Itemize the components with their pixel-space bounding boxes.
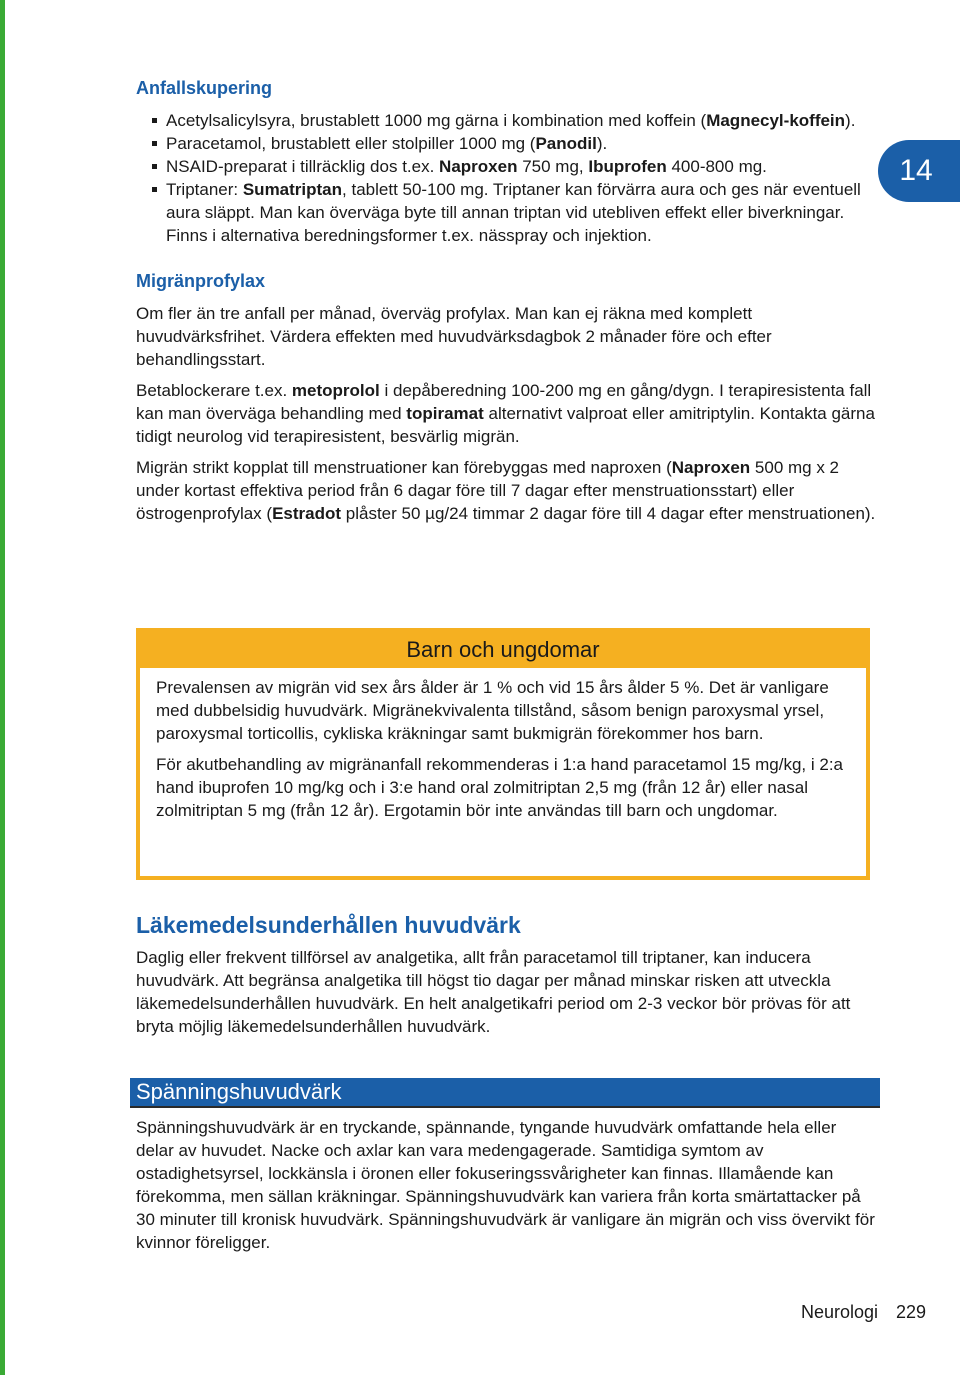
paragraph: Betablockerare t.ex. metoprolol i depåberedning 100-200 mg en gång/dygn. I terapiresistenta fall kan man överväga behandling med topiramat alternativt valproat eller amitriptylin. Kontakta gärna tidigt neurolog vid terapiresistent, besvärlig migrän. [136, 381, 875, 446]
paragraph: Daglig eller frekvent tillförsel av analgetika, allt från paracetamol till triptaner, kan inducera huvudvärk. Att begränsa analgetika till högst tio dagar per månad minskar risken att utveckla läkemedelsunderhållen huvudvärk. En helt analgetikafri period om 2-3 veckor bör prövas för att bryta möjlig läkemedelsunderhållen huvudvärk. [136, 948, 851, 1036]
heading-spanning: Spänningshuvudvärk [136, 1079, 342, 1104]
heading-lakemedel: Läkemedelsunderhållen huvudvärk [136, 912, 521, 938]
anfallskupering-list [136, 109, 876, 247]
paragraph: Prevalensen av migrän vid sex års ålder är 1 % och vid 15 års ålder 5 %. Det är vanligare med dubbelsidig huvudvärk. Migränekvivalenta tillstånd, såsom benign paroxysmal yrsel, paroxysmal torticollis, cykliska kräkningar samt bukmigrän förekommer hos barn. [156, 678, 829, 743]
heading-bar-spanning [130, 1078, 880, 1108]
chapter-number: 14 [899, 154, 933, 187]
list-item: Acetylsalicylsyra, brustablett 1000 mg gärna i kombination med koffein (Magnecyl-koffein). [136, 109, 876, 132]
paragraph: Om fler än tre anfall per månad, överväg profylax. Man kan ej räkna med komplett huvudvärksfrihet. Värdera effekten med huvudvärksdagbok 2 månader före och efter behandlingsstart. [136, 304, 772, 369]
box-heading: Barn och ungdomar [140, 632, 866, 668]
page-edge-stripe [0, 0, 5, 1375]
paragraph: Spänningshuvudvärk är en tryckande, spännande, tyngande huvudvärk omfattande hela eller delar av huvudet. Nacke och axlar kan vara medengagerade. Samtidiga symtom av ostadighetsyrsel, lockkänsla i öronen eller fokuseringssvårigheter kan finnas. Illamående kan förekomma, men sällan kräkningar. Spänningshuvudvärk kan variera från korta smärtattacker på 30 minuter till kronisk huvudvärk. Spänningshuvudvärk är vanligare än migrän och viss övervikt för kvinnor föreligger. [136, 1118, 875, 1252]
list-item: Triptaner: Sumatriptan, tablett 50-100 mg. Triptaner kan förvärra aura och ges när eventuell aura släppt. Man kan överväga byte till annan triptan vid utebliven effekt eller biverkningar. Finns i alternativa beredningsformer t.ex. nässpray och injektion. [136, 178, 876, 247]
main-content [136, 78, 876, 525]
list-item: NSAID-preparat i tillräcklig dos t.ex. Naproxen 750 mg, Ibuprofen 400-800 mg. [136, 155, 876, 178]
footer-section-label: Neurologi [800, 1302, 878, 1322]
spanning-section [136, 1116, 876, 1254]
box-body [140, 668, 866, 822]
paragraph: Migrän strikt kopplat till menstruationer kan förebyggas med naproxen (Naproxen 500 mg x 2 under kortast effektiva period från 6 dagar före till 7 dagar efter menstruationsstart) eller östrogenprofylax (Estradot plåster 50 µg/24 timmar 2 dagar före till 4 dagar efter menstruationen). [136, 458, 876, 523]
heading-migranprofylax: Migränprofylax [136, 271, 266, 291]
chapter-tab [878, 140, 960, 202]
paragraph: För akutbehandling av migränanfall rekommenderas i 1:a hand paracetamol 15 mg/kg, i 2:a hand ibuprofen 10 mg/kg och i 3:e hand oral zolmitriptan 2,5 mg (från 12 år) eller nasal zolmitriptan 5 mg (från 12 år). Ergotamin bör inte användas till barn och ungdomar. [156, 755, 843, 820]
barn-och-ungdomar-box [136, 628, 870, 880]
lakemedel-section [136, 946, 876, 1038]
page-number: 229 [895, 1302, 926, 1322]
list-item: Paracetamol, brustablett eller stolpiller 1000 mg (Panodil). [136, 132, 876, 155]
heading-anfallskupering: Anfallskupering [136, 78, 273, 98]
